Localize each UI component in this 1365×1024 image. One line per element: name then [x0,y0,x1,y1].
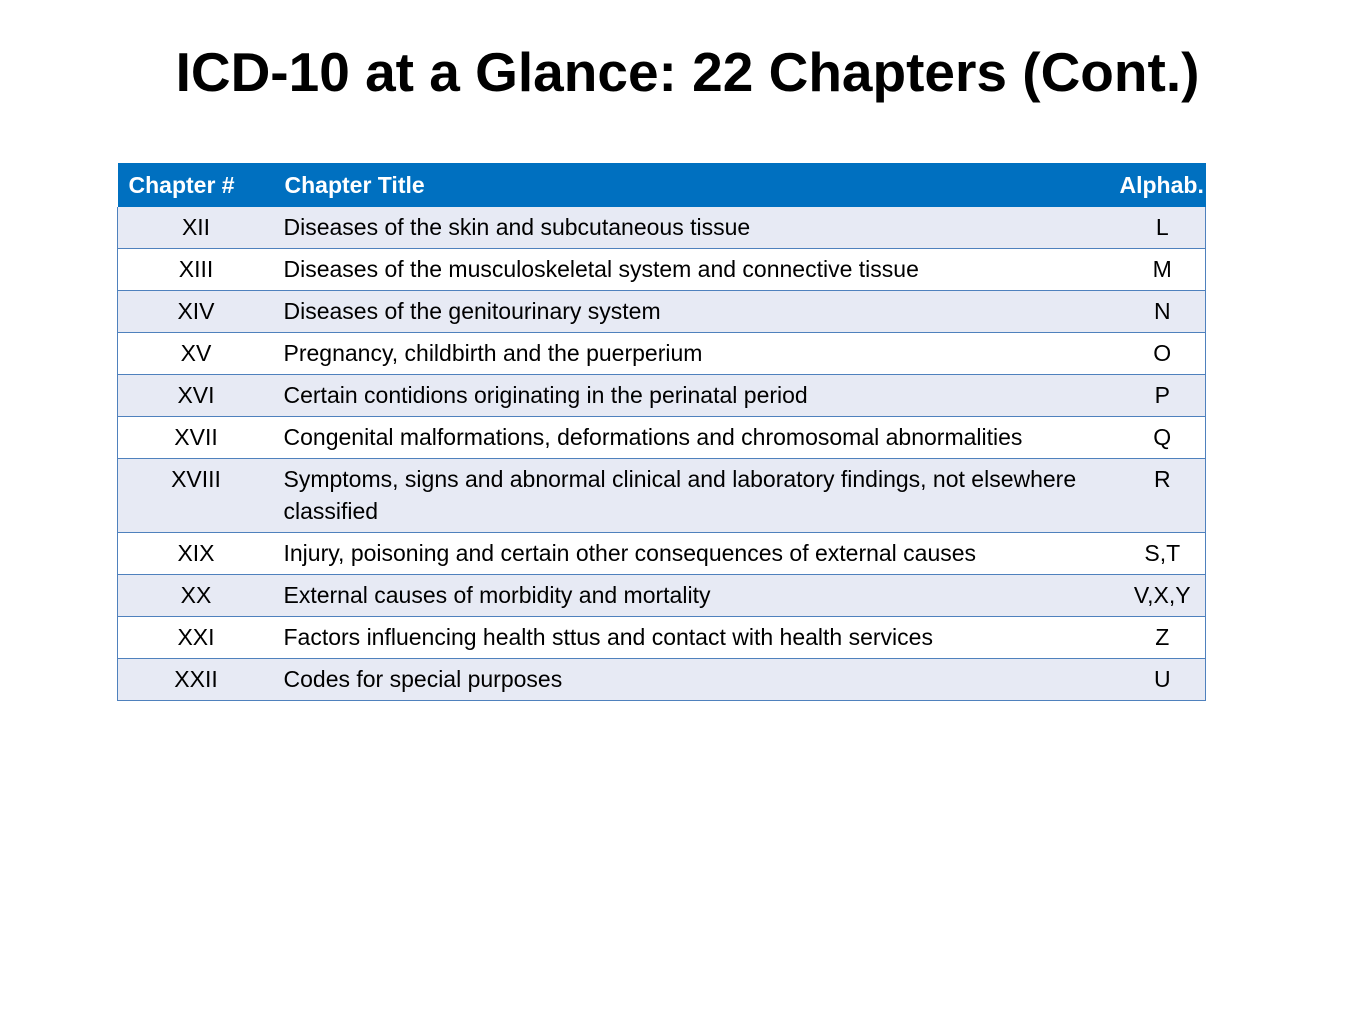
chapter-title-cell: Certain contidions originating in the perinatal period [275,375,1120,417]
chapter-number: XIII [178,256,214,282]
chapter-title-cell: Diseases of the genitourinary system [275,291,1120,333]
chapters-table [117,163,1264,701]
chapter-title-cell: Codes for special purposes [275,659,1120,701]
chapter-number-cell [118,617,275,659]
chapter-number-cell [118,575,275,617]
chapter-number: XVI [177,382,215,408]
chapter-number: XVII [174,424,218,450]
table-row [118,617,1206,659]
chapter-number-cell [118,291,275,333]
chapter-code-cell: N [1120,291,1206,333]
header-alphab-code: Alphab. code [1120,163,1206,207]
table-row [118,575,1206,617]
chapter-code-cell: V,X,Y [1120,575,1206,617]
chapter-code-cell: R [1120,459,1206,533]
chapter-number-cell [118,333,275,375]
chapter-code-cell: L [1120,207,1206,249]
chapter-number: XXI [177,624,215,650]
table-row [118,291,1206,333]
table-row [118,417,1206,459]
chapter-number-cell [118,533,275,575]
chapter-number-cell [118,375,275,417]
table-row [118,249,1206,291]
chapter-code-cell: Q [1120,417,1206,459]
slide-title: ICD-10 at a Glance: 22 Chapters (Cont.) [175,41,1200,103]
chapter-number: XIX [177,540,215,566]
chapter-number: XXII [174,666,218,692]
table-row [118,533,1206,575]
chapter-number: XVIII [171,466,221,492]
table-header-row [118,163,1206,207]
chapter-title-cell: Factors influencing health sttus and contact with health services [275,617,1120,659]
chapter-number-cell [118,659,275,701]
table-row [118,207,1206,249]
chapter-code-cell: M [1120,249,1206,291]
chapter-number: XII [181,214,211,240]
chapter-title-cell: Injury, poisoning and certain other consequences of external causes [275,533,1120,575]
header-chapter-title: Chapter Title [275,163,1120,207]
chapter-number-cell [118,417,275,459]
chapter-title-cell: Diseases of the musculoskeletal system and connective tissue [275,249,1120,291]
chapter-code-cell: O [1120,333,1206,375]
chapter-number-cell [118,459,275,533]
chapter-title-cell: Congenital malformations, deformations and chromosomal abnormalities [275,417,1120,459]
chapter-title-cell: Symptoms, signs and abnormal clinical and laboratory findings, not elsewhere classified [275,459,1120,533]
chapter-title-cell: Pregnancy, childbirth and the puerperium [275,333,1120,375]
chapter-number: XX [180,582,212,608]
table-row [118,375,1206,417]
chapter-number: XIV [177,298,215,324]
chapter-number-cell [118,207,275,249]
chapter-code-cell: S,T [1120,533,1206,575]
chapter-number-cell [118,249,275,291]
chapter-number: XV [180,340,212,366]
table-row [118,659,1206,701]
chapter-title-cell: External causes of morbidity and mortality [275,575,1120,617]
chapter-code-cell: Z [1120,617,1206,659]
chapter-code-cell: U [1120,659,1206,701]
chapter-title-cell: Diseases of the skin and subcutaneous tissue [275,207,1120,249]
header-chapter-number: Chapter # [118,163,275,207]
table-row [118,333,1206,375]
chapter-code-cell: P [1120,375,1206,417]
table-row [118,459,1206,533]
